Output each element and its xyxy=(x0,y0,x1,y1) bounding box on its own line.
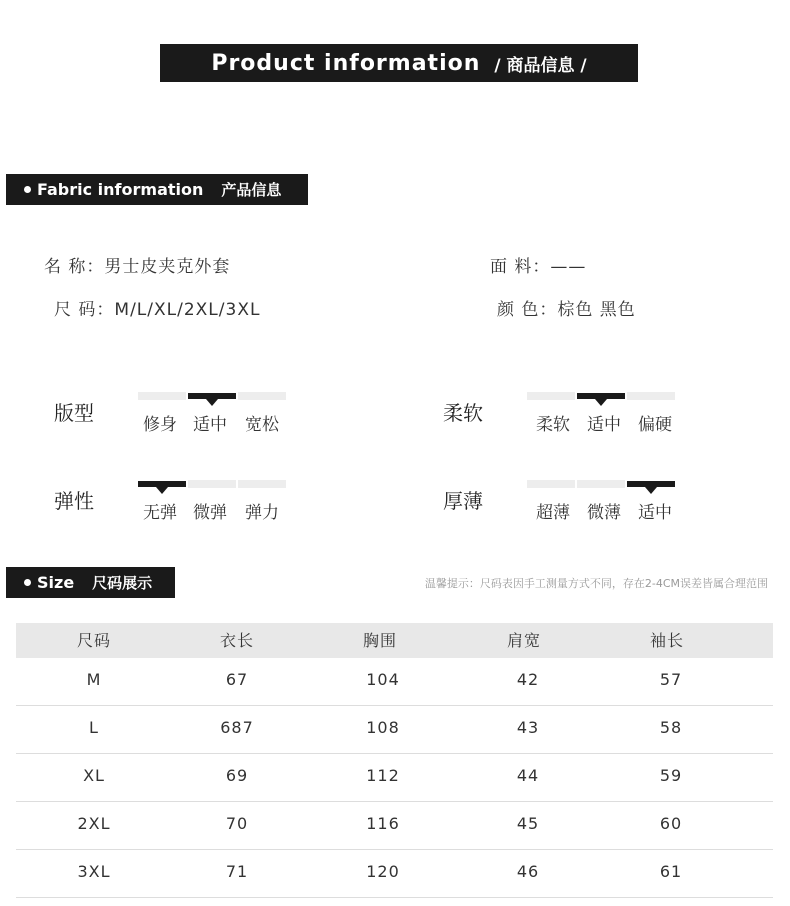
table-cell: 57 xyxy=(659,670,683,689)
rating-segment xyxy=(577,480,625,488)
rating-segment xyxy=(527,392,575,400)
table-row xyxy=(16,706,773,754)
table-cell: 116 xyxy=(366,814,400,833)
rating-segment xyxy=(238,392,286,400)
table-cell: XL xyxy=(83,766,105,785)
rating-indicator-active xyxy=(188,393,236,399)
rating-segment xyxy=(138,392,186,400)
table-cell: 3XL xyxy=(77,862,111,881)
table-cell: 67 xyxy=(225,670,249,689)
table-header-cell: 衣长 xyxy=(219,631,254,650)
bullet-dot-icon xyxy=(24,186,31,193)
rating-option: 无弹 xyxy=(143,503,177,523)
product-material: 面 料：—— xyxy=(490,257,587,277)
size-note: 温馨提示：尺码表因手工测量方式不同，存在2-4CM误差皆属合理范围 xyxy=(424,577,768,590)
rating-segment xyxy=(527,480,575,488)
table-cell: 112 xyxy=(366,766,400,785)
rating-title-elasticity: 弹性 xyxy=(54,489,94,513)
rating-segment xyxy=(238,480,286,488)
table-cell: 69 xyxy=(225,766,249,785)
rating-title-softness: 柔软 xyxy=(443,401,483,425)
rating-option: 适中 xyxy=(587,415,621,435)
rating-title-fit: 版型 xyxy=(54,401,94,425)
table-cell: 2XL xyxy=(77,814,111,833)
rating-segment xyxy=(188,480,236,488)
product-colors: 颜 色：棕色 黑色 xyxy=(497,300,636,320)
rating-scale-thickness xyxy=(527,480,677,488)
rating-segment xyxy=(627,392,675,400)
bullet-dot-icon xyxy=(24,579,31,586)
rating-scale-elasticity xyxy=(138,480,288,488)
product-information-banner xyxy=(160,44,638,82)
rating-option: 偏硬 xyxy=(638,415,672,435)
rating-scale-softness xyxy=(527,392,677,400)
table-row xyxy=(16,658,773,706)
table-cell: 45 xyxy=(516,814,540,833)
product-sizes: 尺 码：M/L/XL/2XL/3XL xyxy=(54,300,261,320)
table-header-row xyxy=(16,623,773,658)
rating-option: 适中 xyxy=(638,503,672,523)
rating-option: 修身 xyxy=(143,415,177,435)
table-cell: 43 xyxy=(516,718,540,737)
table-cell: L xyxy=(89,718,99,737)
table-cell: 70 xyxy=(225,814,249,833)
table-cell: M xyxy=(86,670,102,689)
rating-title-thickness: 厚薄 xyxy=(443,489,483,513)
table-header-cell: 肩宽 xyxy=(506,631,541,650)
fabric-header-en: Fabric information xyxy=(37,180,204,199)
table-header-cell: 胸围 xyxy=(362,631,397,650)
fabric-header-zh: 产品信息 xyxy=(221,181,282,199)
table-cell: 60 xyxy=(659,814,683,833)
rating-option: 适中 xyxy=(193,415,227,435)
table-cell: 46 xyxy=(516,862,540,881)
size-header xyxy=(6,567,175,598)
banner-title-zh: / 商品信息 / xyxy=(494,55,587,76)
table-cell: 71 xyxy=(225,862,249,881)
table-header-cell: 袖长 xyxy=(649,631,684,650)
table-cell: 42 xyxy=(516,670,540,689)
rating-option: 超薄 xyxy=(536,503,570,523)
table-cell: 58 xyxy=(659,718,683,737)
rating-indicator-active xyxy=(627,481,675,487)
rating-indicator-active xyxy=(138,481,186,487)
product-name: 名 称：男士皮夹克外套 xyxy=(44,257,231,277)
table-row xyxy=(16,802,773,850)
table-cell: 44 xyxy=(516,766,540,785)
rating-option: 弹力 xyxy=(245,503,279,523)
size-table xyxy=(16,623,773,898)
table-cell: 120 xyxy=(366,862,400,881)
table-row xyxy=(16,754,773,802)
rating-option: 柔软 xyxy=(536,415,570,435)
table-header-cell: 尺码 xyxy=(76,631,111,650)
table-cell: 104 xyxy=(366,670,400,689)
table-cell: 61 xyxy=(659,862,683,881)
size-header-en: Size xyxy=(37,573,75,592)
fabric-information-header xyxy=(6,174,308,205)
table-row xyxy=(16,850,773,898)
table-cell: 108 xyxy=(366,718,400,737)
banner-title-en: Product information xyxy=(211,50,481,76)
rating-option: 微弹 xyxy=(193,503,227,523)
rating-scale-fit xyxy=(138,392,288,400)
table-cell: 687 xyxy=(220,718,254,737)
size-header-zh: 尺码展示 xyxy=(92,574,153,592)
rating-option: 宽松 xyxy=(245,415,279,435)
rating-option: 微薄 xyxy=(587,503,621,523)
rating-indicator-active xyxy=(577,393,625,399)
table-cell: 59 xyxy=(659,766,683,785)
